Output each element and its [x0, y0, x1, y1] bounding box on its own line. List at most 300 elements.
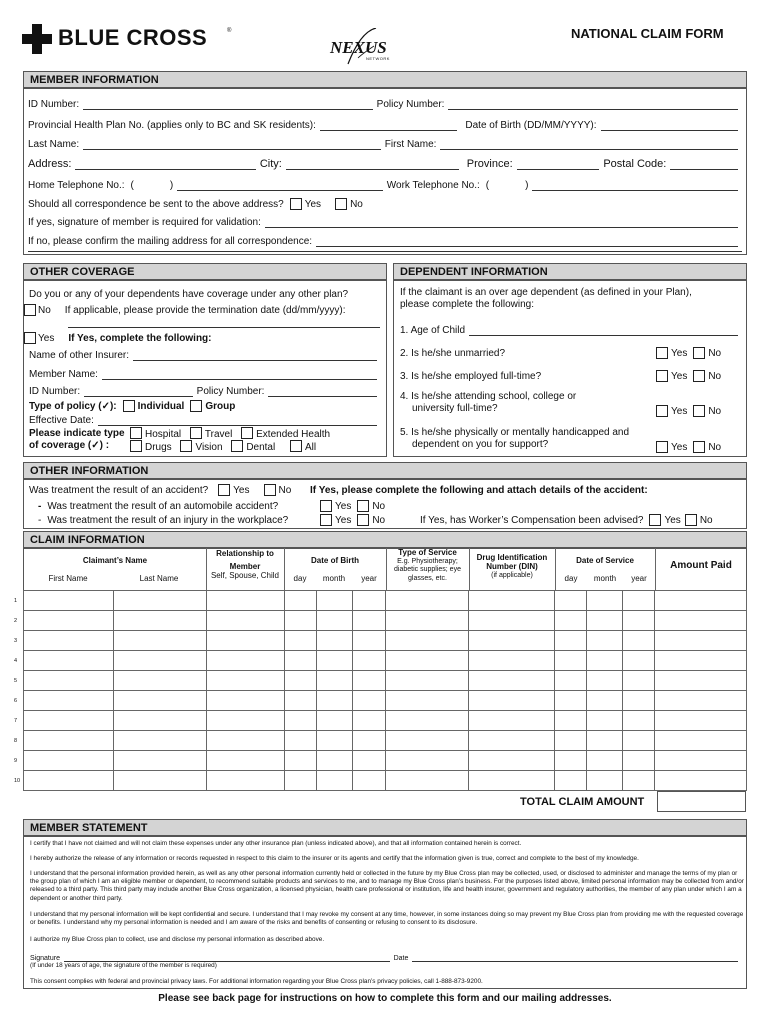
claim-cell[interactable]: [113, 771, 206, 791]
dependent-intro-1: If the claimant is an over age dependent (as defined in your Plan),: [400, 287, 692, 298]
termination-label: If applicable, please provide the termination date (dd/mm/yyyy):: [64, 305, 346, 316]
accident-yes-label: Yes: [233, 485, 250, 496]
claim-cell[interactable]: [206, 651, 284, 671]
city-label: City:: [259, 158, 282, 170]
unmarried-yes-label: Yes: [671, 348, 688, 359]
claim-cell[interactable]: [284, 751, 316, 771]
coverage-yes-row: [22, 330, 212, 344]
claim-cell[interactable]: [113, 731, 206, 751]
employed-yes-checkbox[interactable]: [656, 370, 668, 382]
hospital-checkbox[interactable]: [130, 427, 142, 439]
signature-label: Signature: [30, 955, 60, 962]
claim-cell[interactable]: [316, 631, 352, 651]
claim-cell[interactable]: [284, 631, 316, 651]
relationship-header-1: Relationship to: [216, 549, 274, 558]
total-claim-label: TOTAL CLAIM AMOUNT: [520, 796, 645, 808]
claim-cell[interactable]: [386, 771, 469, 791]
signature-validation-field[interactable]: [265, 218, 738, 228]
claim-cell[interactable]: [113, 751, 206, 771]
service-type-header: [386, 549, 469, 583]
policy-number-label: Policy Number:: [376, 99, 445, 110]
claim-cell[interactable]: [623, 631, 655, 651]
hospital-label: Hospital: [145, 429, 182, 440]
effective-date-field[interactable]: [98, 416, 377, 426]
claim-cell[interactable]: [587, 771, 623, 791]
workplace-row: [38, 512, 288, 526]
home-phone-label: Home Telephone No.:: [28, 180, 125, 191]
coverage-member-name-field[interactable]: [102, 370, 377, 380]
claim-cell[interactable]: [655, 751, 747, 771]
workplace-no-label: No: [372, 515, 386, 526]
claim-cell[interactable]: [655, 591, 747, 611]
policy-number-field[interactable]: [448, 100, 738, 110]
school-yes-label: Yes: [671, 406, 688, 417]
claim-cell[interactable]: [284, 771, 316, 791]
claim-row: [24, 631, 747, 651]
handicapped-label-1: 5. Is he/she physically or mentally handicapped and: [400, 427, 630, 438]
wcb-no-checkbox[interactable]: [685, 514, 697, 526]
claim-cell[interactable]: [352, 711, 386, 731]
auto-yes-checkbox[interactable]: [320, 500, 332, 512]
indicate-type-label: Please indicate type: [29, 428, 125, 439]
claim-row: [24, 591, 747, 611]
statement-p1: I certify that I have not claimed and will not claim these expenses under any other insurance plan (unless indicated above), and that all information contained herein is correct.: [30, 840, 522, 847]
dental-label: Dental: [246, 442, 276, 453]
school-row: [400, 391, 576, 415]
relationship-header-3: Self, Spouse, Child: [210, 571, 280, 580]
id-number-field[interactable]: [83, 100, 373, 110]
claim-cell[interactable]: [555, 771, 587, 791]
coverage-id-label: ID Number:: [29, 386, 81, 397]
unmarried-no-checkbox[interactable]: [693, 347, 705, 359]
claim-cell[interactable]: [386, 631, 469, 651]
claim-cell[interactable]: [24, 751, 114, 771]
service-day-header: day: [564, 574, 578, 583]
auto-dash: -: [38, 501, 42, 512]
claim-row: [24, 611, 747, 631]
correspondence-yes-checkbox[interactable]: [290, 198, 302, 210]
claim-cell[interactable]: [655, 611, 747, 631]
claim-cell[interactable]: [555, 691, 587, 711]
claim-cell[interactable]: [623, 771, 655, 791]
confirm-address-label: If no, please confirm the mailing address for all correspondence:: [28, 236, 313, 247]
claim-row-number: 9: [14, 758, 18, 764]
claim-cell[interactable]: [469, 631, 555, 651]
extended-health-label: Extended Health: [256, 429, 331, 440]
coverage-question-row: [29, 286, 348, 300]
employed-row: [400, 368, 541, 382]
claim-cell[interactable]: [24, 691, 114, 711]
claim-cell[interactable]: [206, 751, 284, 771]
handicapped-label-2: dependent on you for support?: [412, 439, 549, 450]
claim-cell[interactable]: [316, 691, 352, 711]
claim-cell[interactable]: [469, 751, 555, 771]
claim-cell[interactable]: [623, 611, 655, 631]
handicapped-yes-label: Yes: [671, 442, 688, 453]
claim-cell[interactable]: [206, 691, 284, 711]
insurer-label: Name of other Insurer:: [29, 350, 130, 361]
coverage-id-field[interactable]: [84, 387, 193, 397]
claim-cell[interactable]: [386, 751, 469, 771]
individual-checkbox[interactable]: [123, 400, 135, 412]
claim-cell[interactable]: [623, 591, 655, 611]
claim-cell[interactable]: [24, 731, 114, 751]
hdr-divider: [284, 548, 285, 590]
dob-field[interactable]: [601, 121, 738, 131]
claim-cell[interactable]: [316, 751, 352, 771]
claim-cell[interactable]: [386, 731, 469, 751]
relationship-header: [206, 549, 284, 580]
group-checkbox[interactable]: [190, 400, 202, 412]
last-name-field[interactable]: [83, 140, 381, 150]
wcb-row: [420, 512, 713, 526]
claim-cell[interactable]: [352, 671, 386, 691]
claim-cell[interactable]: [284, 611, 316, 631]
claim-cell[interactable]: [352, 591, 386, 611]
member-info-header: MEMBER INFORMATION: [23, 71, 747, 88]
workplace-no-checkbox[interactable]: [357, 514, 369, 526]
auto-no-label: No: [372, 501, 386, 512]
work-phone-field[interactable]: [532, 181, 738, 191]
claim-cell[interactable]: [655, 631, 747, 651]
claim-cell[interactable]: [352, 731, 386, 751]
claim-cell[interactable]: [113, 631, 206, 651]
claim-cell[interactable]: [587, 691, 623, 711]
claim-cell[interactable]: [352, 611, 386, 631]
claim-cell[interactable]: [655, 771, 747, 791]
claim-cell[interactable]: [555, 591, 587, 611]
partner-sub: NETWORK: [366, 56, 390, 61]
accident-question: Was treatment the result of an accident?: [29, 485, 209, 496]
claim-cell[interactable]: [655, 691, 747, 711]
claimant-name-header: Claimant’s Name: [82, 556, 148, 565]
claim-cell[interactable]: [555, 671, 587, 691]
claim-cell[interactable]: [587, 651, 623, 671]
insurer-field[interactable]: [133, 351, 377, 361]
dob-header: Date of Birth: [311, 556, 359, 565]
unmarried-row: [400, 345, 505, 359]
claim-cell[interactable]: [113, 651, 206, 671]
claim-cell[interactable]: [206, 591, 284, 611]
claim-cell[interactable]: [555, 731, 587, 751]
claim-cell[interactable]: [623, 731, 655, 751]
total-claim-field[interactable]: [657, 791, 746, 812]
accident-no-checkbox[interactable]: [264, 484, 276, 496]
provincial-plan-label: Provincial Health Plan No. (applies only to BC and SK residents):: [28, 120, 316, 131]
dental-checkbox[interactable]: [231, 440, 243, 452]
din-header: [469, 553, 555, 580]
correspondence-yes-label: Yes: [304, 199, 322, 210]
claim-cell[interactable]: [469, 611, 555, 631]
home-phone-field[interactable]: [177, 181, 383, 191]
din-header-3: (if applicable): [491, 572, 533, 579]
claim-row-number: 10: [14, 778, 21, 784]
coverage-yes-checkbox[interactable]: [24, 332, 36, 344]
claim-cell[interactable]: [469, 731, 555, 751]
school-label-2: university full-time?: [412, 403, 498, 414]
claim-cell[interactable]: [352, 751, 386, 771]
effective-date-label: Effective Date:: [29, 415, 94, 426]
claim-cell[interactable]: [206, 731, 284, 751]
accident-if-yes-label: If Yes, please complete the following and attach details of the accident:: [310, 485, 648, 496]
unmarried-options: [650, 345, 721, 359]
school-yes-checkbox[interactable]: [656, 405, 668, 417]
school-options: [650, 403, 721, 417]
claim-cell[interactable]: [623, 671, 655, 691]
claim-row: [24, 671, 747, 691]
confirm-address-row: [28, 233, 742, 247]
claim-row-number: 3: [14, 638, 18, 644]
id-number-label: ID Number:: [28, 99, 80, 110]
member-info-box: [23, 88, 747, 255]
claim-column-headers: [23, 548, 747, 590]
claim-cell[interactable]: [587, 711, 623, 731]
address-row: [28, 156, 742, 170]
postal-code-field[interactable]: [670, 160, 738, 170]
service-type-header-4: glasses, etc.: [408, 574, 447, 582]
claim-cell[interactable]: [386, 691, 469, 711]
wcb-yes-checkbox[interactable]: [649, 514, 661, 526]
city-field[interactable]: [286, 160, 459, 170]
claim-cell[interactable]: [24, 611, 114, 631]
unmarried-no-label: No: [708, 348, 722, 359]
vision-checkbox[interactable]: [180, 440, 192, 452]
drugs-checkbox[interactable]: [130, 440, 142, 452]
claim-cell[interactable]: [623, 651, 655, 671]
claim-cell[interactable]: [386, 711, 469, 731]
auto-no-checkbox[interactable]: [357, 500, 369, 512]
cross-icon: [22, 24, 52, 54]
unmarried-label: 2. Is he/she unmarried?: [400, 348, 506, 359]
claim-cell[interactable]: [587, 611, 623, 631]
claim-cell[interactable]: [655, 651, 747, 671]
claim-cell[interactable]: [284, 591, 316, 611]
coverage-no-row: [22, 302, 382, 316]
handicapped-no-checkbox[interactable]: [693, 441, 705, 453]
claim-cell[interactable]: [113, 611, 206, 631]
employed-no-label: No: [708, 371, 722, 382]
provincial-plan-field[interactable]: [320, 121, 457, 131]
claim-row-number: 7: [14, 718, 18, 724]
claim-cell[interactable]: [206, 671, 284, 691]
dependent-info-header: DEPENDENT INFORMATION: [393, 263, 747, 280]
claim-cell[interactable]: [24, 771, 114, 791]
claim-cell[interactable]: [555, 651, 587, 671]
wcb-no-label: No: [699, 515, 713, 526]
claim-cell[interactable]: [316, 611, 352, 631]
all-label: All: [305, 442, 317, 453]
claim-cell[interactable]: [587, 591, 623, 611]
claim-cell[interactable]: [655, 731, 747, 751]
travel-checkbox[interactable]: [190, 427, 202, 439]
handicapped-row: [400, 427, 629, 451]
dob-month-header: month: [322, 574, 346, 583]
claim-cell[interactable]: [386, 671, 469, 691]
coverage-types-line1: [130, 427, 330, 440]
signature-row: [30, 952, 742, 962]
date-field[interactable]: [412, 955, 738, 962]
claim-cell[interactable]: [316, 591, 352, 611]
first-name-field[interactable]: [440, 140, 738, 150]
claim-cell[interactable]: [24, 591, 114, 611]
claim-cell[interactable]: [316, 771, 352, 791]
claim-cell[interactable]: [555, 611, 587, 631]
signature-validation-label: If yes, signature of member is required for validation:: [28, 217, 261, 228]
claim-cell[interactable]: [469, 671, 555, 691]
din-header-1: Drug Identification: [476, 553, 548, 562]
extended-health-checkbox[interactable]: [241, 427, 253, 439]
coverage-policy-field[interactable]: [268, 387, 377, 397]
claim-cell[interactable]: [24, 671, 114, 691]
claim-cell[interactable]: [623, 691, 655, 711]
postal-code-label: Postal Code:: [603, 158, 667, 170]
correspondence-no-label: No: [350, 199, 363, 210]
claim-cell[interactable]: [316, 711, 352, 731]
name-row: [28, 136, 742, 150]
last-name-header: Last Name: [139, 574, 179, 583]
employed-yes-label: Yes: [671, 371, 688, 382]
claim-cell[interactable]: [24, 711, 114, 731]
termination-date-field[interactable]: [68, 327, 380, 328]
claim-cell[interactable]: [206, 711, 284, 731]
signature-field[interactable]: [64, 955, 390, 962]
claim-cell[interactable]: [284, 691, 316, 711]
claim-cell[interactable]: [284, 651, 316, 671]
claim-cell[interactable]: [469, 651, 555, 671]
correspondence-row: [28, 196, 742, 210]
claim-cell[interactable]: [469, 711, 555, 731]
dependent-intro: [400, 287, 692, 311]
claim-cell[interactable]: [386, 591, 469, 611]
claim-cell[interactable]: [469, 771, 555, 791]
claim-cell[interactable]: [352, 691, 386, 711]
dependent-intro-2: please complete the following:: [400, 299, 534, 310]
claim-cell[interactable]: [206, 631, 284, 651]
coverage-id-row: [29, 383, 381, 397]
claim-cell[interactable]: [587, 671, 623, 691]
workplace-yes-label: Yes: [335, 515, 352, 526]
claim-cell[interactable]: [587, 631, 623, 651]
confirm-address-field-2[interactable]: [28, 251, 742, 252]
employed-no-checkbox[interactable]: [693, 370, 705, 382]
id-policy-row: [28, 96, 742, 110]
claim-cell[interactable]: [113, 691, 206, 711]
age-of-child-row: [400, 322, 742, 336]
claim-cell[interactable]: [113, 591, 206, 611]
effective-date-row: [29, 412, 381, 426]
workplace-yes-checkbox[interactable]: [320, 514, 332, 526]
din-header-2: Number (DIN): [486, 562, 538, 571]
claim-cell[interactable]: [587, 731, 623, 751]
claim-cell[interactable]: [655, 711, 747, 731]
claim-cell[interactable]: [386, 611, 469, 631]
unmarried-yes-checkbox[interactable]: [656, 347, 668, 359]
accident-if-yes: [310, 482, 648, 496]
claim-cell[interactable]: [316, 671, 352, 691]
claim-cell[interactable]: [623, 711, 655, 731]
claim-cell[interactable]: [555, 631, 587, 651]
claim-row-number: 2: [14, 618, 18, 624]
claim-row: [24, 751, 747, 771]
auto-accident-options: [314, 498, 385, 512]
school-no-checkbox[interactable]: [693, 405, 705, 417]
auto-yes-label: Yes: [335, 501, 352, 512]
individual-label: Individual: [137, 401, 185, 412]
correspondence-no-checkbox[interactable]: [335, 198, 347, 210]
claim-cell[interactable]: [284, 731, 316, 751]
address-label: Address:: [28, 158, 72, 170]
provincial-row: [28, 117, 742, 131]
handicapped-yes-checkbox[interactable]: [656, 441, 668, 453]
statement-p3: I understand that the personal information provided herein, as well as any other personal information currently held or collected in the future by my Blue Cross plan may be collected, used, or disclosed to administer and manage the terms of my plan or the group plan of which I am an eligible member or dependent, to recommend suitable products and services to me, and to manage my Blue Cross plan’s business. For the purposes listed above, limited personal information may be collected from and/or released to a third party. This third party may include another Blue Cross organization, a licensed physician, health care professional or institution, life and health insurer, government and regulatory authorities, the member of any plan under which I am a dependent or another third party.: [30, 870, 744, 902]
work-phone-label: Work Telephone No.:: [386, 180, 480, 191]
service-month-header: month: [593, 574, 617, 583]
accident-row: [29, 482, 291, 496]
all-checkbox[interactable]: [290, 440, 302, 452]
claim-cell[interactable]: [284, 711, 316, 731]
claim-cell[interactable]: [352, 651, 386, 671]
handicapped-options: [650, 439, 721, 453]
coverage-yes-label: Yes: [38, 333, 55, 344]
first-name-label: First Name:: [384, 139, 437, 150]
claim-cell[interactable]: [469, 691, 555, 711]
claim-cell[interactable]: [555, 711, 587, 731]
claim-cell[interactable]: [623, 751, 655, 771]
handicapped-no-label: No: [708, 442, 722, 453]
employed-label: 3. Is he/she employed full-time?: [400, 371, 542, 382]
home-area-close: ): [169, 180, 174, 191]
service-type-header-3: diabetic supplies; eye: [394, 566, 461, 573]
coverage-policy-label: Policy Number:: [196, 386, 265, 397]
claim-cell[interactable]: [24, 631, 114, 651]
accident-yes-checkbox[interactable]: [218, 484, 230, 496]
claim-cell[interactable]: [316, 731, 352, 751]
wcb-label: If Yes, has Worker’s Compensation been advised?: [420, 515, 644, 526]
claim-cell[interactable]: [113, 671, 206, 691]
claim-row-number: 4: [14, 658, 18, 664]
claim-cell[interactable]: [352, 771, 386, 791]
claim-cell[interactable]: [587, 751, 623, 771]
confirm-address-field[interactable]: [316, 237, 738, 247]
claim-cell[interactable]: [206, 611, 284, 631]
last-name-label: Last Name:: [28, 139, 80, 150]
claim-cell[interactable]: [655, 671, 747, 691]
accident-no-label: No: [278, 485, 292, 496]
travel-label: Travel: [204, 429, 233, 440]
coverage-no-checkbox[interactable]: [24, 304, 36, 316]
claim-cell[interactable]: [555, 751, 587, 771]
address-field[interactable]: [75, 160, 255, 170]
claim-cell[interactable]: [469, 591, 555, 611]
service-type-header-2: E.g. Physiotherapy;: [397, 557, 458, 565]
consent-note: This consent complies with federal and provincial privacy laws. For additional information regarding your Blue Cross plan’s privacy policies, call 1-888-873-9200.: [30, 978, 483, 985]
claim-row-number: 6: [14, 698, 18, 704]
claim-cell[interactable]: [386, 651, 469, 671]
claim-cell[interactable]: [284, 671, 316, 691]
claim-cell[interactable]: [24, 651, 114, 671]
claim-cell[interactable]: [113, 711, 206, 731]
under-18-note: (If under 18 years of age, the signature of the member is required): [30, 962, 217, 969]
claim-cell[interactable]: [206, 771, 284, 791]
service-date-header: Date of Service: [576, 556, 634, 565]
workplace-label: Was treatment the result of an injury in the workplace?: [47, 515, 289, 526]
auto-accident-row: [38, 498, 278, 512]
claim-cell[interactable]: [316, 651, 352, 671]
age-of-child-field[interactable]: [469, 326, 738, 336]
province-field[interactable]: [517, 160, 600, 170]
claim-cell[interactable]: [352, 631, 386, 651]
nexus-logo: [328, 28, 398, 68]
